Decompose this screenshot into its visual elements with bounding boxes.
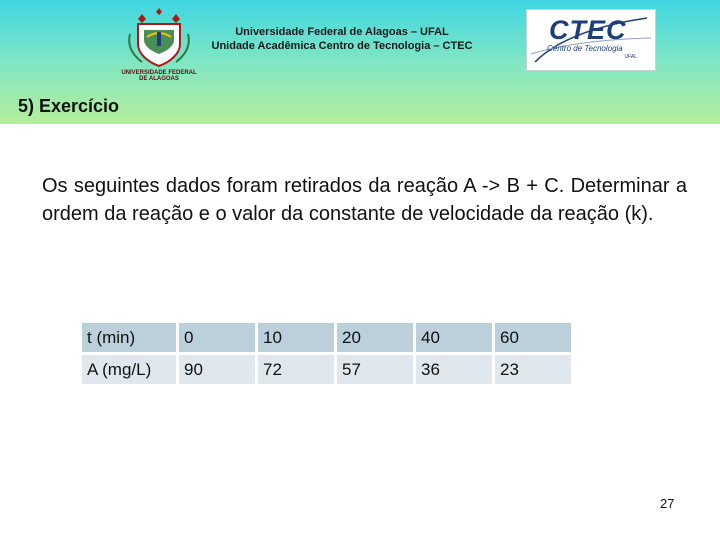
institution-heading: [190, 25, 494, 53]
table-cell: 36: [416, 355, 492, 384]
table-cell: 20: [337, 323, 413, 352]
ctec-logo-tag: UFAL: [624, 54, 637, 60]
table-row: [82, 355, 571, 384]
table-cell: 57: [337, 355, 413, 384]
table-cell: 0: [179, 323, 255, 352]
page-number: 27: [660, 496, 675, 511]
institution-line-2: Unidade Acadêmica Centro de Tecnologia – CTEC: [211, 40, 473, 52]
exercise-statement: Os seguintes dados foram retirados da reação A -> B + C. Determinar a ordem da reação e o valor da constante de velocidade da reação (k).: [42, 175, 687, 225]
table-row: [82, 323, 571, 352]
table-cell: 72: [258, 355, 334, 384]
institution-line-1: Universidade Federal de Alagoas – UFAL: [235, 26, 449, 38]
crest-caption-line-1: UNIVERSIDADE FEDERAL: [121, 70, 197, 76]
ctec-logo-subtitle: Centro de Tecnologia: [547, 44, 623, 53]
table-cell: 90: [179, 355, 255, 384]
crest-caption-line-2: DE ALAGOAS: [139, 76, 179, 82]
table-cell: 40: [416, 323, 492, 352]
table-cell: 10: [258, 323, 334, 352]
table-cell: 23: [495, 355, 571, 384]
table-row-label: t (min): [82, 323, 176, 352]
ctec-logo-wordmark: CTEC: [549, 15, 627, 45]
table-row-label: A (mg/L): [82, 355, 176, 384]
ctec-logo: [526, 9, 656, 71]
table-cell: 60: [495, 323, 571, 352]
section-title: 5) Exercício: [18, 96, 120, 116]
data-table: [79, 320, 574, 387]
slide-header: [0, 0, 720, 124]
